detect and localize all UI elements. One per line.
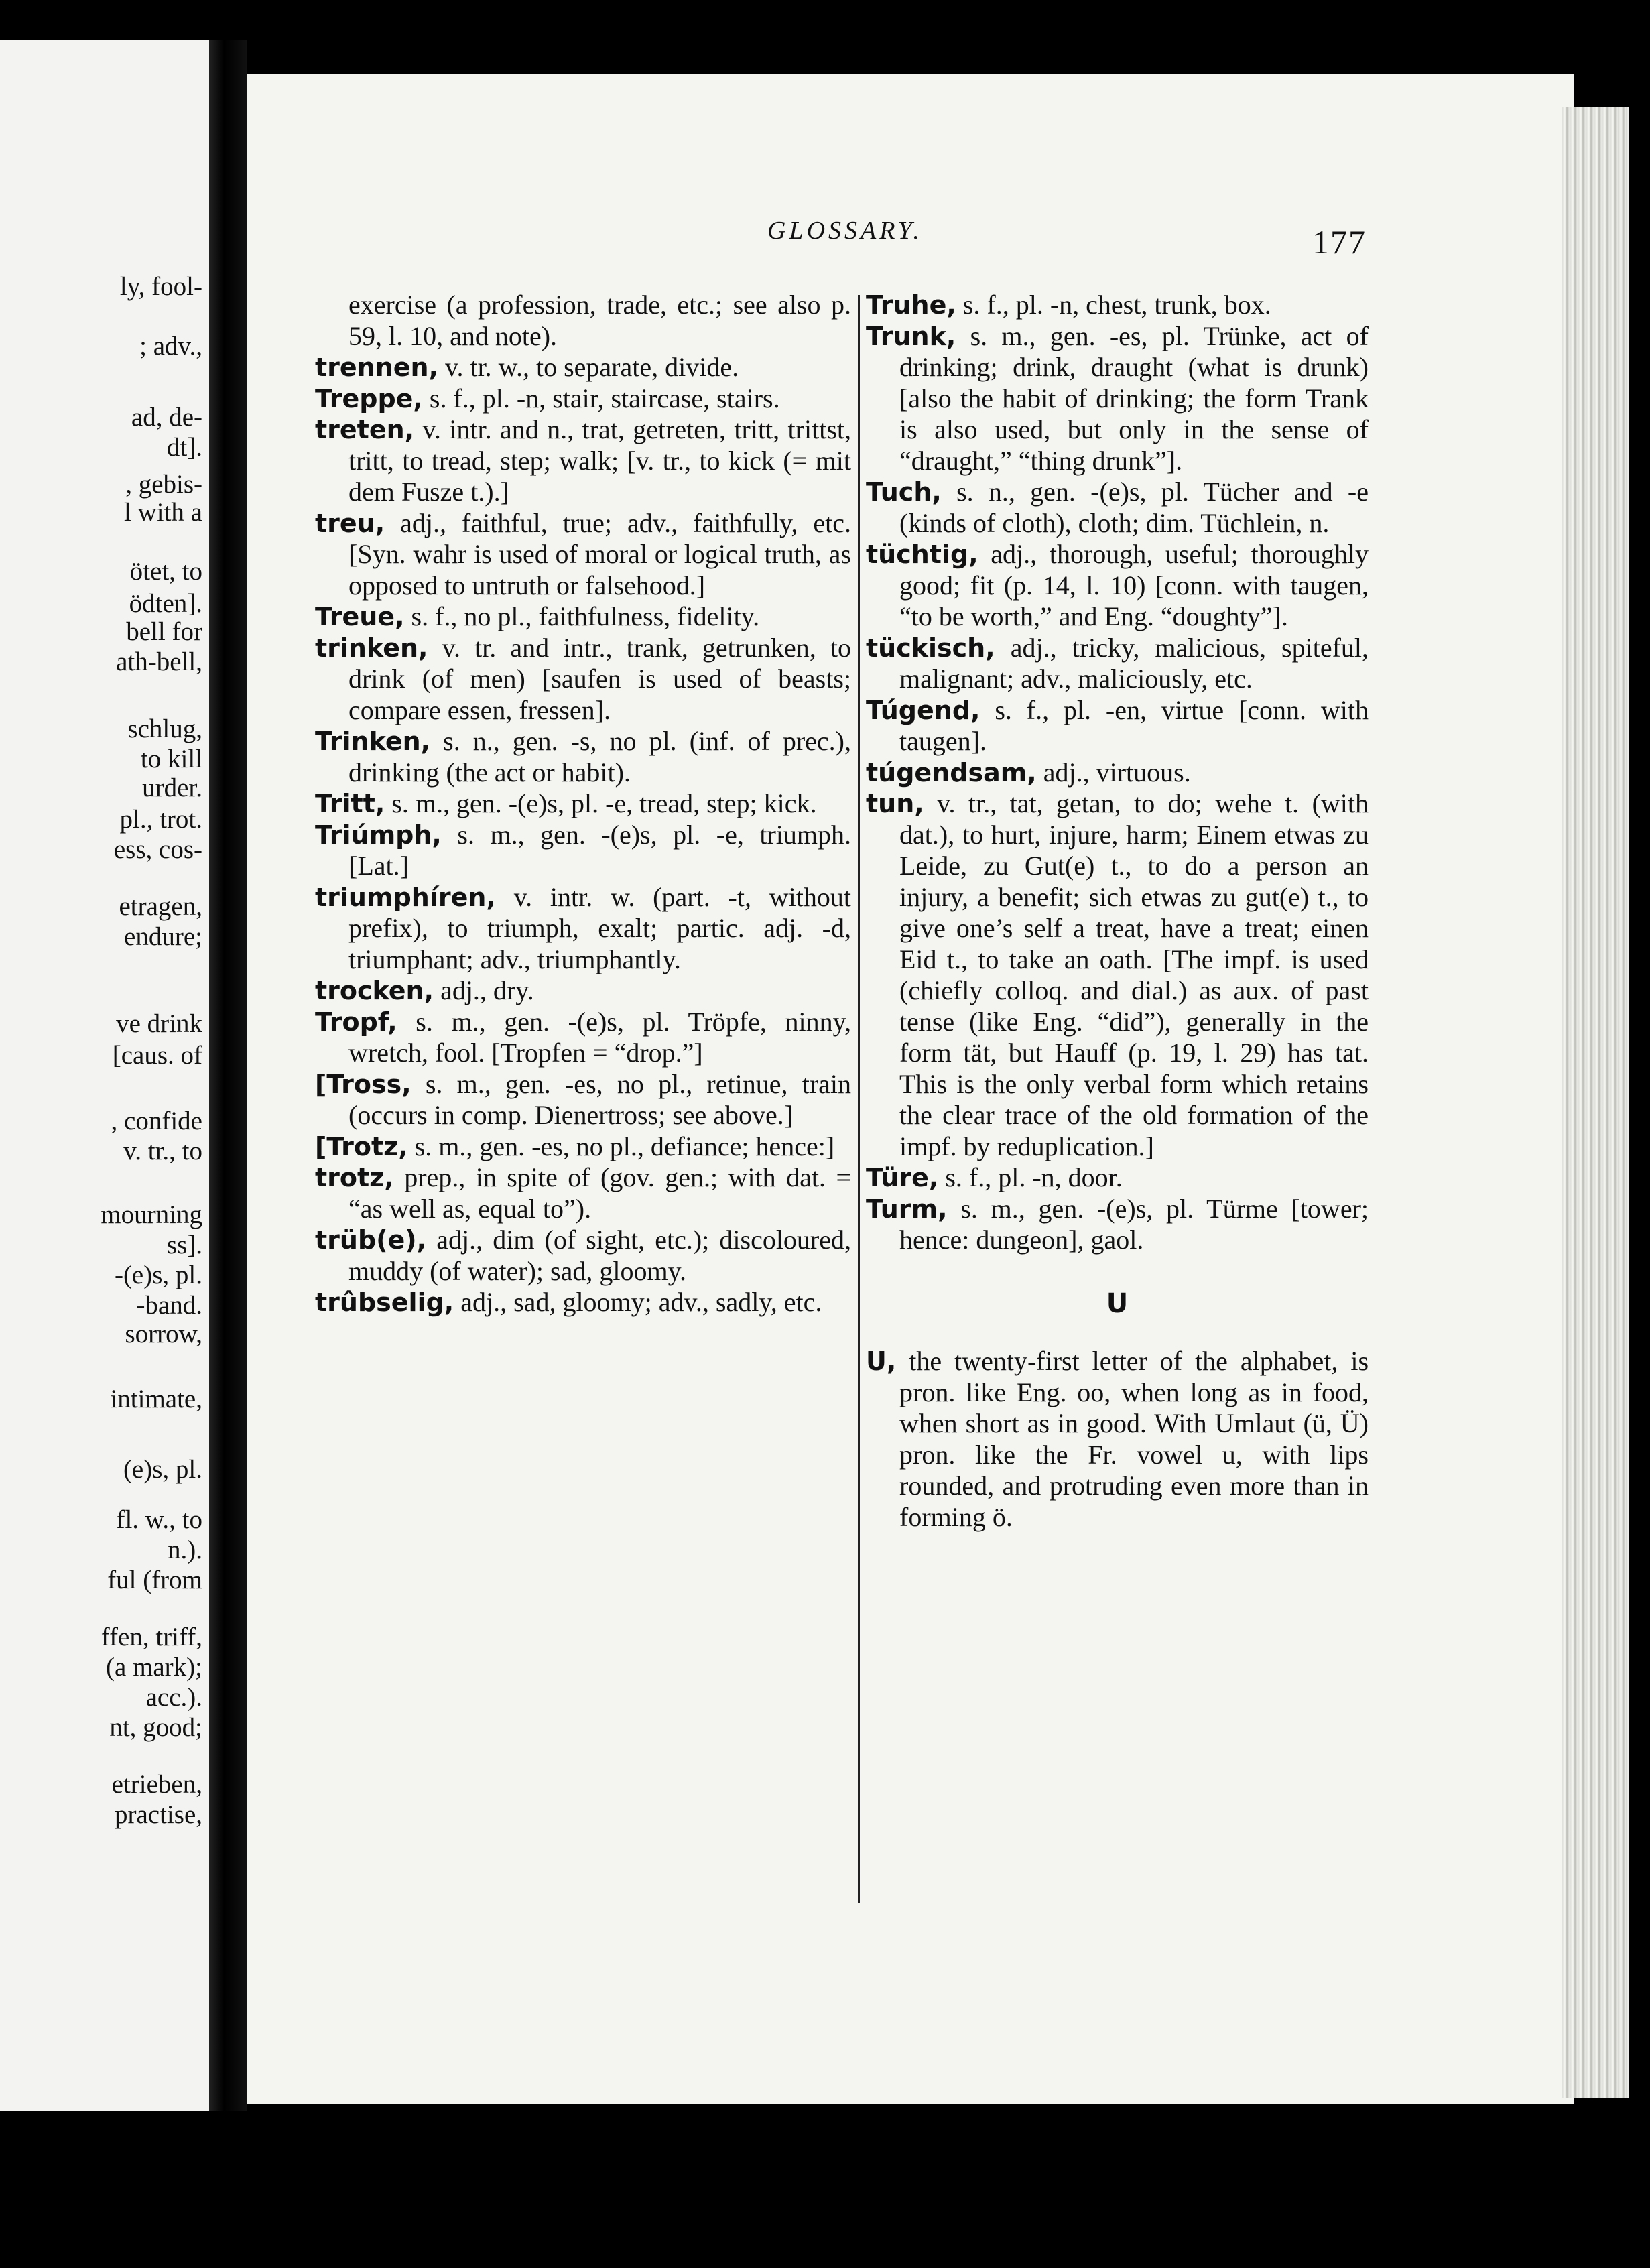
- left-page-fragment: n.).: [168, 1535, 202, 1564]
- entry-definition: s. n., gen. -s, no pl. (inf. of prec.), drinking (the act or habit).: [348, 726, 852, 788]
- left-page-fragment: ffen, triff,: [101, 1623, 202, 1651]
- left-page-fragment: ; adv.,: [139, 332, 202, 361]
- entry-definition: v. intr. w. (part. -t, without prefix), to triumph, exalt; partic. adj. -d, triumphant; adv., triumphantly.: [348, 881, 852, 974]
- entry-headword: U,: [866, 1346, 897, 1376]
- entry-headword: túgendsam,: [866, 757, 1037, 788]
- entry-definition: s. f., no pl., faithfulness, fidelity.: [411, 601, 760, 631]
- glossary-entry: [315, 508, 851, 602]
- left-page-fragment: ath-bell,: [116, 647, 202, 676]
- entry-definition: adj., dry.: [440, 975, 534, 1005]
- left-page-fragment: ful (from: [107, 1566, 202, 1594]
- entry-headword: trennen,: [315, 353, 439, 382]
- entry-definition: the twenty-first letter of the alphabet, is pron. like Eng. oo, when long as in food, when short as in good. With Umlaut (ü, Ü) pron. like the Fr. vowel u, with lips rounded, and protruding even more than in forming ö.: [899, 1346, 1369, 1532]
- left-page-fragment: -(e)s, pl.: [114, 1261, 202, 1289]
- entry-definition: s. m., gen. -(e)s, pl. Tröpfe, ninny, wretch, fool. [Tropfen = “drop.”]: [348, 1006, 851, 1068]
- entry-definition: adj., tricky, malicious, spiteful, malignant; adv., maliciously, etc.: [899, 632, 1369, 694]
- entry-headword: [Tross,: [315, 1069, 411, 1099]
- glossary-entry: [866, 633, 1369, 695]
- entry-headword: treu,: [315, 508, 385, 538]
- entry-definition: s. m., gen. -es, pl. Trünke, act of drinking; drink, draught (what is drunk) [also the habit of drinking; the form Trank is also used, but only in the sense of “draught,” “thing drunk”].: [899, 320, 1369, 476]
- entry-definition: s. m., gen. -(e)s, pl. -e, tread, step; kick.: [391, 788, 817, 818]
- left-page-fragment: ly, fool-: [119, 272, 202, 301]
- left-page-fragment: v. tr., to: [123, 1137, 202, 1166]
- left-page-fragment: (e)s, pl.: [123, 1455, 202, 1484]
- entry-headword: Trinken,: [315, 727, 431, 756]
- glossary-entry: [866, 1162, 1369, 1194]
- glossary-entry: [866, 477, 1369, 539]
- entry-headword: trocken,: [315, 976, 434, 1005]
- left-page-fragment: intimate,: [110, 1385, 202, 1413]
- left-page-fragment: l with a: [124, 498, 202, 527]
- glossary-entry: [315, 975, 851, 1007]
- glossary-entry: [315, 352, 851, 383]
- left-page-fragment: sorrow,: [125, 1320, 202, 1348]
- entry-headword: Turm,: [866, 1194, 948, 1224]
- left-page-fragment: schlug,: [127, 714, 202, 743]
- entry-headword: triumphíren,: [315, 882, 496, 912]
- left-page-fragment: ad, de-: [131, 403, 202, 432]
- entry-headword: Treue,: [315, 602, 405, 631]
- left-page-fragment: to kill: [140, 745, 202, 773]
- left-page-fragment: -band.: [136, 1291, 202, 1320]
- left-page-fragment: fl. w., to: [116, 1505, 202, 1534]
- right-column-entries: [866, 290, 1369, 1256]
- glossary-entry: [315, 414, 851, 508]
- entry-headword: Trunk,: [866, 321, 956, 351]
- entry-definition: adj., dim (of sight, etc.); discoloured, muddy (of water); sad, gloomy.: [348, 1224, 852, 1286]
- left-page-fragment: [caus. of: [112, 1041, 202, 1070]
- page-edges: [1562, 107, 1629, 2098]
- glossary-entry: [315, 1162, 851, 1224]
- glossary-entry-u: [866, 1346, 1369, 1533]
- entry-definition: s. m., gen. -(e)s, pl. Türme [tower; hence: dungeon], gaol.: [899, 1193, 1369, 1255]
- entry-headword: tückisch,: [866, 633, 995, 663]
- entry-definition: adj., faithful, true; adv., faithfully, etc. [Syn. wahr is used of moral or logical truth, as opposed to untruth or falsehood.]: [348, 507, 851, 601]
- entry-headword: Tropf,: [315, 1007, 397, 1037]
- entry-definition: v. tr. w., to separate, divide.: [445, 352, 739, 382]
- glossary-entry: [315, 1069, 851, 1131]
- glossary-entry: [315, 633, 851, 727]
- entry-headword: Triúmph,: [315, 820, 442, 850]
- left-page-fragment: dt].: [166, 433, 202, 462]
- glossary-entry: [866, 788, 1369, 1162]
- entry-definition: s. f., pl. -n, stair, staircase, stairs.: [429, 383, 780, 414]
- entry-definition: adj., virtuous.: [1043, 757, 1191, 788]
- entry-definition: adj., thorough, useful; thoroughly good; fit (p. 14, l. 10) [conn. with taugen, “to be worth,” and Eng. “doughty”].: [899, 539, 1369, 631]
- page-number: 177: [1312, 223, 1367, 261]
- left-page-fragment: practise,: [114, 1800, 202, 1829]
- glossary-entry: [315, 1224, 851, 1287]
- left-page-fragment: urder.: [142, 773, 202, 802]
- entry-headword: trüb(e),: [315, 1225, 427, 1255]
- entry-headword: [Trotz,: [315, 1131, 408, 1161]
- entry-definition: s. f., pl. -n, chest, trunk, box.: [962, 290, 1271, 320]
- running-header: GLOSSARY.: [767, 216, 923, 245]
- section-letter: U: [1106, 1287, 1129, 1319]
- entry-definition: adj., sad, gloomy; adv., sadly, etc.: [460, 1287, 822, 1317]
- entry-definition: v. tr. and intr., trank, getrunken, to drink (of men) [saufen is used of beasts; compare essen, fressen].: [348, 632, 851, 725]
- entry-definition: s. m., gen. -(e)s, pl. -e, triumph. [Lat.]: [348, 819, 852, 881]
- left-page-fragment: bell for: [126, 617, 202, 646]
- entry-headword: Truhe,: [866, 290, 956, 320]
- glossary-entry: [315, 726, 851, 788]
- entry-definition: v. tr., tat, getan, to do; wehe t. (with dat.), to hurt, injure, harm; Einem etwas zu Leide, zu Gut(e) t., to do a person an injury, a benefit; sich etwas zu gut(e) t., to give one’s self a treat, have a treat; einen Eid t., to take an oath. [The impf. is used (chiefly colloq. and dial.) as aux. of past tense (like Eng. “did”), generally in the form tät, but Hauff (p. 19, l. 29) has tat. This is the only verbal form which retains the clear trace of the old formation of the impf. by reduplication.]: [899, 788, 1369, 1161]
- entry-headword: treten,: [315, 415, 415, 444]
- left-page-fragment: pl., trot.: [119, 805, 202, 834]
- glossary-entry: [315, 788, 851, 820]
- entry-headword: Treppe,: [315, 383, 423, 414]
- entry-headword: Tritt,: [315, 789, 385, 818]
- entry-definition: v. intr. and n., trat, getreten, tritt, trittst, tritt, to tread, step; walk; [v. tr., to kick (= mit dem Fusze t.).]: [348, 414, 851, 507]
- left-page-fragment: etragen,: [119, 892, 202, 921]
- glossary-entry: [315, 290, 851, 352]
- glossary-column-left: [315, 290, 851, 1318]
- entry-headword: Túgend,: [866, 695, 980, 725]
- glossary-entry: [866, 290, 1369, 321]
- entry-headword: trotz,: [315, 1163, 394, 1192]
- entry-definition: prep., in spite of (gov. gen.; with dat. = “as well as, equal to”).: [348, 1162, 851, 1224]
- glossary-column-right: [866, 290, 1369, 1533]
- glossary-entry: [315, 882, 851, 976]
- glossary-entry: [866, 695, 1369, 757]
- left-page-fragment: , gebis-: [125, 470, 202, 499]
- glossary-entry: [866, 539, 1369, 633]
- entry-definition: exercise (a profession, trade, etc.; see also p. 59, l. 10, and note).: [348, 290, 851, 351]
- glossary-entry: [866, 757, 1369, 789]
- left-page-fragment: ess, cos-: [113, 835, 202, 864]
- glossary-entry: [315, 383, 851, 415]
- entry-definition: s. m., gen. -es, no pl., retinue, train (occurs in comp. Dienertross; see above.]: [348, 1068, 852, 1130]
- glossary-entry: [315, 601, 851, 633]
- left-page-fragment: endure;: [124, 922, 202, 951]
- entry-definition: s. f., pl. -en, virtue [conn. with taugen].: [899, 694, 1369, 756]
- glossary-entry: [315, 1131, 851, 1163]
- entry-definition: s. m., gen. -es, no pl., defiance; hence:]: [414, 1131, 835, 1161]
- left-page-fragment: ss].: [166, 1231, 202, 1259]
- glossary-entry: [315, 1287, 851, 1318]
- glossary-entry: [866, 1194, 1369, 1256]
- entry-headword: Türe,: [866, 1163, 939, 1192]
- glossary-entry: [866, 321, 1369, 477]
- entry-headword: Tuch,: [866, 477, 942, 507]
- left-page-fragment: ve drink: [116, 1009, 202, 1038]
- left-page-fragment: nt, good;: [109, 1713, 202, 1742]
- left-page-fragment: mourning: [101, 1200, 202, 1229]
- glossary-entry: [315, 820, 851, 882]
- left-page: [0, 40, 209, 2111]
- book-gutter: [209, 40, 247, 2111]
- entry-headword: tüchtig,: [866, 540, 978, 569]
- left-page-fragment: ödten].: [129, 589, 202, 618]
- entry-definition: s. n., gen. -(e)s, pl. Tücher and -e (kinds of cloth), cloth; dim. Tüchlein, n.: [899, 477, 1369, 538]
- entry-definition: s. f., pl. -n, door.: [945, 1162, 1123, 1192]
- left-page-fragment: (a mark);: [105, 1653, 202, 1682]
- glossary-entry: [315, 1007, 851, 1069]
- left-page-fragment: , confide: [111, 1107, 202, 1135]
- column-divider: [858, 295, 860, 1903]
- entry-headword: trûbselig,: [315, 1287, 454, 1317]
- left-page-fragment: acc.).: [145, 1683, 202, 1712]
- entry-headword: trinken,: [315, 633, 428, 663]
- entry-headword: tun,: [866, 789, 924, 818]
- left-page-fragment: etrieben,: [111, 1770, 202, 1799]
- left-page-fragment: ötet, to: [129, 557, 202, 586]
